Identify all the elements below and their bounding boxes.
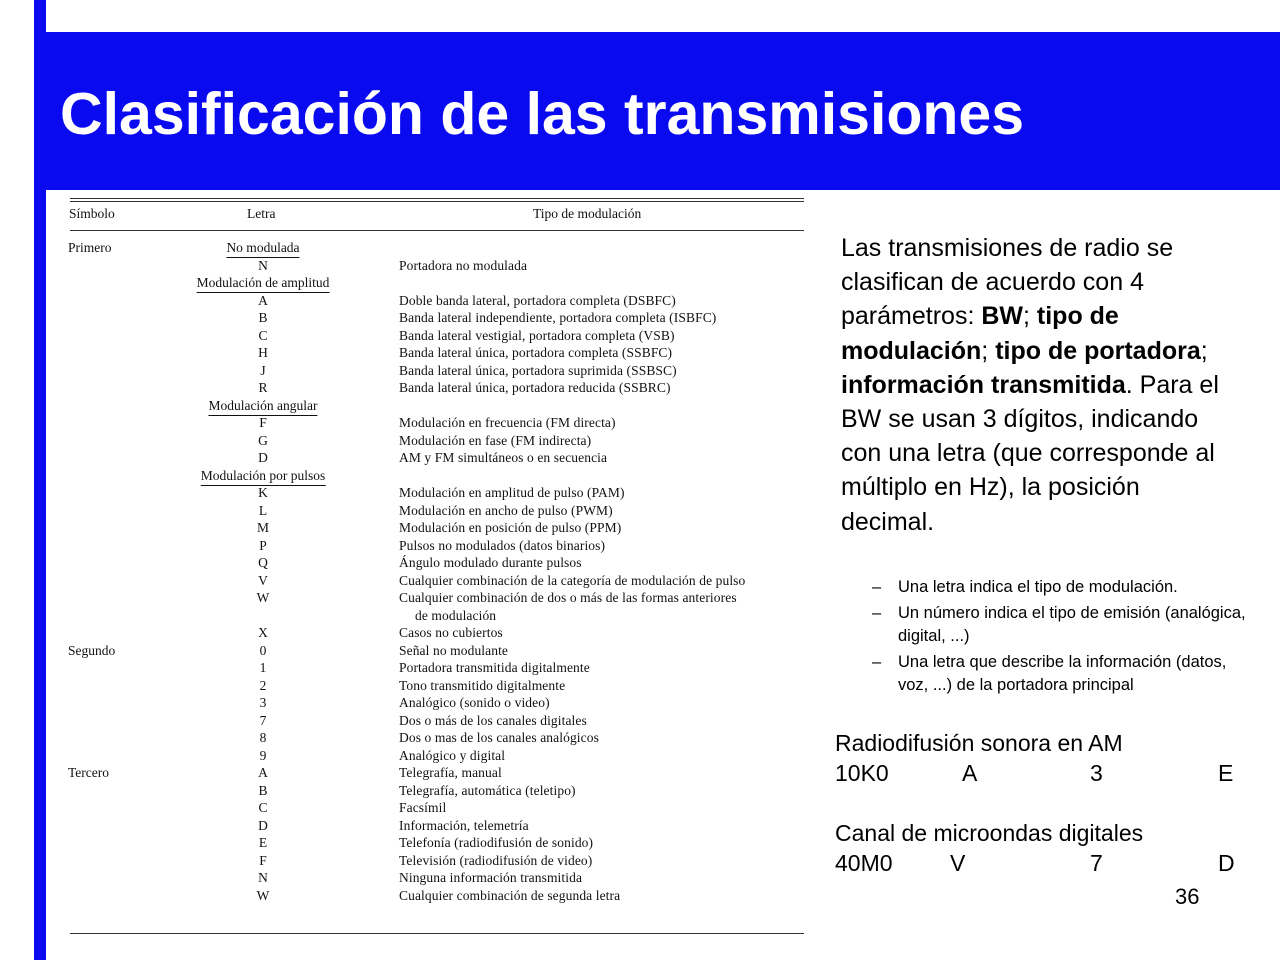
slide-title: Clasificación de las transmisiones <box>60 81 1025 147</box>
modulation-description: Modulación en ancho de pulso (PWM) <box>399 502 613 518</box>
modulation-letter: D <box>258 817 268 833</box>
intro-text: Las transmisiones de radio se clasifican de acuerdo con 4 parámetros: <box>841 234 1174 331</box>
table-row <box>68 748 806 765</box>
table-row <box>68 555 806 572</box>
modulation-letter: H <box>258 345 268 360</box>
bullet-text: Una letra que describe la información (datos, voz, ...) de la portadora principal <box>898 653 1227 694</box>
modulation-description: Doble banda lateral, portadora completa (DSBFC) <box>399 292 676 308</box>
param-bw: BW <box>981 302 1023 331</box>
modulation-description: Analógico (sonido o video) <box>399 695 550 710</box>
modulation-description: Ángulo modulado durante pulsos <box>399 555 582 570</box>
table-row <box>68 363 806 380</box>
table-row <box>68 713 806 730</box>
modulation-letter: 3 <box>259 695 267 710</box>
table-row <box>68 835 806 852</box>
example-title: Canal de microondas digitales <box>835 820 1144 846</box>
modulation-description: Pulsos no modulados (datos binarios) <box>399 537 606 553</box>
dash-icon: – <box>872 653 882 671</box>
header-symbol: Símbolo <box>69 206 115 221</box>
table-group-row <box>68 275 806 292</box>
modulation-description: Banda lateral independiente, portadora completa (ISBFC) <box>399 310 717 325</box>
table-row <box>68 450 806 467</box>
param-modulation: tipo de modulación <box>841 302 1119 365</box>
table-row <box>68 433 806 450</box>
code-modulation: A <box>962 760 978 786</box>
modulation-description: Telegrafía, manual <box>399 765 502 780</box>
modulation-letter: A <box>258 292 268 308</box>
modulation-letter: F <box>259 415 267 430</box>
table-bottom-rule <box>70 933 804 934</box>
separator: ; <box>981 336 996 365</box>
modulation-letter: M <box>256 520 270 535</box>
code-emission: 3 <box>1090 760 1103 786</box>
table-row <box>68 573 806 590</box>
table-row <box>68 485 806 502</box>
bullet-item <box>872 602 1252 648</box>
modulation-letter: N <box>258 870 268 885</box>
code-emission: 7 <box>1090 850 1103 876</box>
dash-icon: – <box>872 604 882 622</box>
group-heading: Modulación de amplitud <box>197 275 330 293</box>
table-row <box>68 590 806 607</box>
dash-icon: – <box>872 578 882 596</box>
modulation-description: Banda lateral única, portadora reducida (SSBRC) <box>399 380 671 395</box>
modulation-description: Cualquier combinación de la categoría de modulación de pulso <box>399 572 746 588</box>
group-heading: Modulación por pulsos <box>201 468 326 486</box>
separator: ; <box>1023 302 1037 331</box>
example-digital-microwave <box>835 820 1255 876</box>
modulation-description: Facsímil <box>399 800 447 815</box>
modulation-description: Banda lateral única, portadora completa (SSBFC) <box>399 345 673 360</box>
modulation-description: Banda lateral única, portadora suprimida (SSBSC) <box>399 362 677 378</box>
modulation-description: AM y FM simultáneos o en secuencia <box>399 450 608 465</box>
modulation-description: de modulación <box>415 607 497 623</box>
bullet-text: Una letra indica el tipo de modulación. <box>898 578 1178 596</box>
left-accent-bar <box>34 0 46 960</box>
modulation-description: Modulación en amplitud de pulso (PAM) <box>399 485 625 500</box>
modulation-description: Telefonía (radiodifusión de sonido) <box>399 835 594 850</box>
modulation-letter: N <box>258 257 268 273</box>
code-modulation: V <box>950 850 966 876</box>
table-row <box>68 293 806 310</box>
modulation-description: Cualquier combinación de dos o más de las formas anteriores <box>399 590 737 605</box>
modulation-description: Tono transmitido digitalmente <box>399 677 566 693</box>
modulation-letter: K <box>258 485 268 500</box>
modulation-letter: 0 <box>259 642 267 658</box>
table-row <box>68 695 806 712</box>
modulation-description: Señal no modulante <box>399 642 509 658</box>
modulation-letter: L <box>258 502 268 518</box>
bullet-item <box>872 576 1252 599</box>
modulation-letter: C <box>258 800 268 815</box>
modulation-letter: J <box>260 362 266 378</box>
table-top-rule-double <box>70 201 804 202</box>
param-carrier: tipo de portadora <box>995 336 1201 365</box>
modulation-letter: B <box>258 310 268 325</box>
modulation-letter: 8 <box>259 730 267 745</box>
bullet-item <box>872 651 1252 697</box>
page-number: 36 <box>1175 884 1200 909</box>
table-row <box>68 538 806 555</box>
modulation-letter: W <box>256 887 270 903</box>
table-row <box>68 870 806 887</box>
param-information: información transmitida <box>841 370 1126 399</box>
table-row <box>68 310 806 327</box>
modulation-description: Portadora no modulada <box>399 257 528 273</box>
modulation-letter: X <box>258 625 268 640</box>
modulation-letter: A <box>258 765 268 780</box>
table-row <box>68 678 806 695</box>
code-information: E <box>1218 760 1234 786</box>
modulation-letter: D <box>258 450 268 465</box>
bullet-list <box>872 576 1252 700</box>
modulation-letter: G <box>258 432 268 448</box>
example-code-row <box>835 850 1255 880</box>
header-letter: Letra <box>247 206 276 221</box>
table-top-rule <box>70 198 804 199</box>
modulation-letter: C <box>258 327 268 343</box>
table-row <box>68 660 806 677</box>
modulation-description: Dos o mas de los canales analógicos <box>399 730 599 745</box>
table-row <box>68 503 806 520</box>
modulation-description: Modulación en frecuencia (FM directa) <box>399 415 616 430</box>
modulation-letter: Q <box>258 555 268 570</box>
bullet-text: Un número indica el tipo de emisión (analógica, digital, ...) <box>898 604 1246 645</box>
modulation-description: Ninguna información transmitida <box>399 870 583 885</box>
table-row <box>68 765 806 782</box>
modulation-letter: E <box>258 835 268 850</box>
group-heading: No modulada <box>226 240 299 258</box>
modulation-description: Dos o más de los canales digitales <box>399 712 587 728</box>
modulation-letter: P <box>259 537 267 553</box>
table-row <box>68 328 806 345</box>
modulation-description: Modulación en fase (FM indirecta) <box>399 432 592 448</box>
modulation-description: Información, telemetría <box>399 817 529 833</box>
modulation-classification-table <box>68 196 806 936</box>
table-row <box>68 415 806 432</box>
table-row <box>68 888 806 905</box>
modulation-letter: B <box>258 782 268 798</box>
modulation-letter: 1 <box>259 660 267 675</box>
table-row <box>68 380 806 397</box>
modulation-letter: W <box>256 590 270 605</box>
header-modulation-type: Tipo de modulación <box>533 206 642 221</box>
table-row <box>68 608 806 625</box>
modulation-description: Casos no cubiertos <box>399 625 503 640</box>
modulation-description: Telegrafía, automática (teletipo) <box>399 782 576 798</box>
rest-text: . Para el BW se usan 3 dígitos, indicando con una letra (que corresponde al múltiplo en Hz), la posición decimal. <box>841 370 1219 536</box>
table-row <box>68 520 806 537</box>
description-paragraph <box>841 231 1231 539</box>
example-title: Radiodifusión sonora en AM <box>835 730 1123 756</box>
modulation-description: Televisión (radiodifusión de video) <box>399 852 593 868</box>
example-am-broadcast <box>835 730 1255 786</box>
table-group-row <box>68 468 806 485</box>
group-heading: Modulación angular <box>208 398 317 416</box>
table-group-row <box>68 240 806 257</box>
modulation-letter: V <box>258 572 268 588</box>
modulation-letter: F <box>259 852 267 868</box>
table-row <box>68 818 806 835</box>
example-code-row <box>835 760 1255 790</box>
code-information: D <box>1218 850 1235 876</box>
modulation-description: Portadora transmitida digitalmente <box>399 660 590 675</box>
modulation-description: Banda lateral vestigial, portadora completa (VSB) <box>399 327 675 343</box>
table-row <box>68 730 806 747</box>
table-row <box>68 783 806 800</box>
table-row <box>68 853 806 870</box>
modulation-letter: 7 <box>259 712 267 728</box>
modulation-description: Modulación en posición de pulso (PPM) <box>399 520 622 535</box>
symbol-position: Segundo <box>68 642 116 658</box>
table-row <box>68 345 806 362</box>
modulation-letter: 2 <box>259 677 267 693</box>
separator: ; <box>1200 336 1208 365</box>
table-row <box>68 625 806 642</box>
modulation-letter: 9 <box>259 747 267 763</box>
table-header-rule <box>70 230 804 231</box>
modulation-description: Cualquier combinación de segunda letra <box>399 887 621 903</box>
modulation-description: Analógico y digital <box>399 747 506 763</box>
table-row <box>68 643 806 660</box>
modulation-letter: R <box>258 380 268 395</box>
table-group-row <box>68 398 806 415</box>
code-bandwidth: 40M0 <box>835 850 893 876</box>
table-row <box>68 258 806 275</box>
table-row <box>68 800 806 817</box>
code-bandwidth: 10K0 <box>835 760 889 786</box>
symbol-position: Primero <box>68 240 112 255</box>
symbol-position: Tercero <box>68 765 110 780</box>
